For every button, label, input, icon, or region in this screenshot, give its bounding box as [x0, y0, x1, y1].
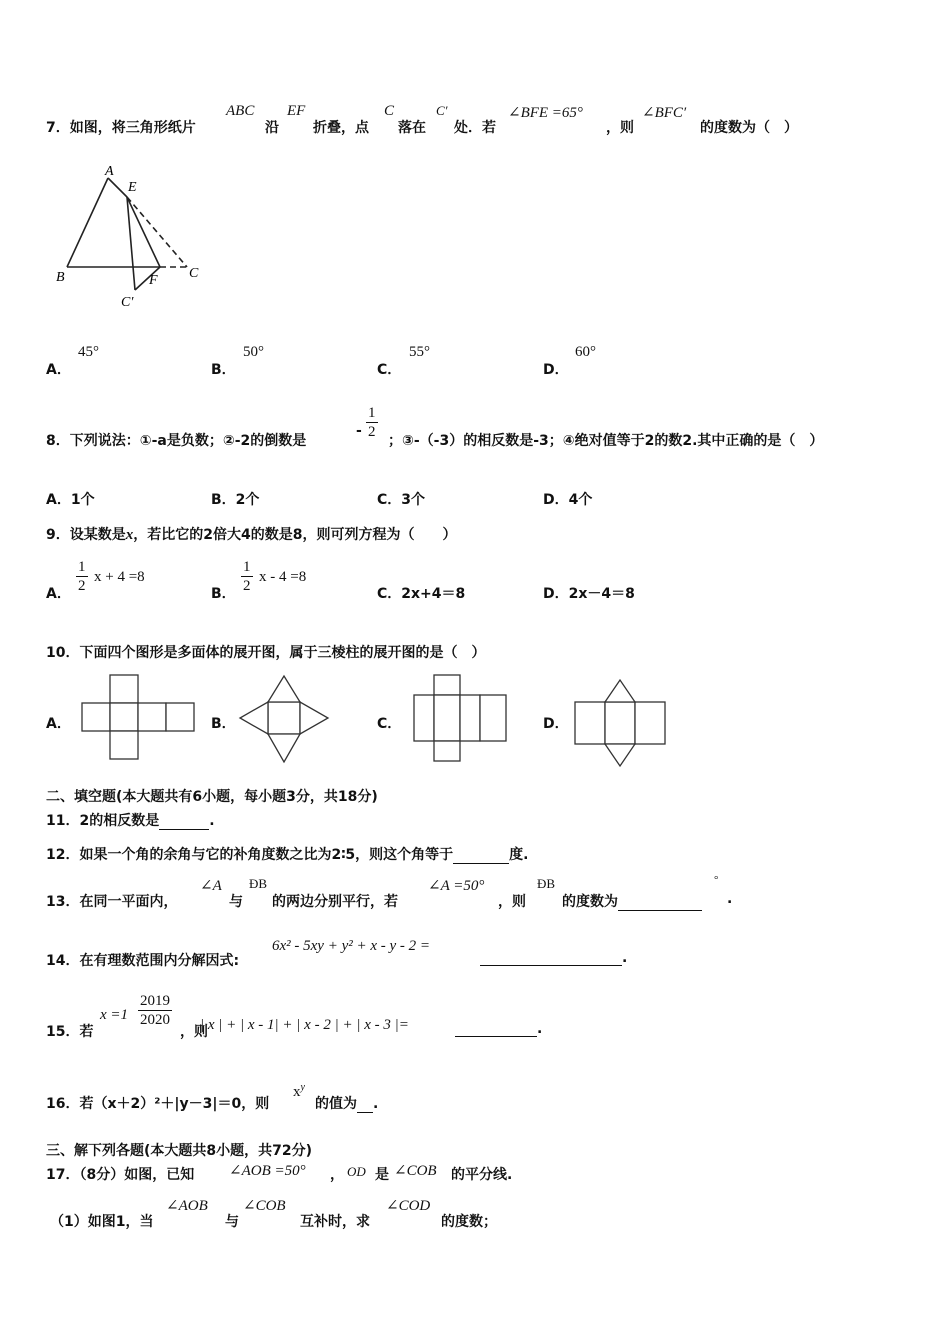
q13-condition: ∠A =50°: [428, 878, 485, 894]
q9-option-a[interactable]: A．: [46, 586, 71, 602]
q9-option-c[interactable]: C．2x+4＝8: [377, 586, 466, 602]
q17-text-1: 17．（8分）如图，已知: [46, 1167, 195, 1183]
q13-end: .: [727, 891, 733, 907]
q8-option-d[interactable]: D．4个: [543, 492, 593, 508]
q13-text-4: ，则: [498, 894, 526, 910]
q13-answer-blank[interactable]: [618, 896, 702, 911]
q15-text-2: ，则: [180, 1024, 208, 1040]
q12: 12．如果一个角的余角与它的补角度数之比为2∶5，则这个角等于 度.: [46, 847, 529, 863]
section-2-heading: 二、填空题(本大题共有6小题，每小题3分，共18分): [46, 789, 378, 805]
q8-option-c[interactable]: C．3个: [377, 492, 426, 508]
q7-text-2: 沿: [265, 120, 279, 136]
q17-text-2: ，: [330, 1167, 344, 1183]
q10-net-d[interactable]: [572, 678, 670, 770]
q10-option-b[interactable]: B．: [211, 716, 236, 732]
q7-triangle-figure: [50, 160, 215, 310]
q7-text-1: 如图，将三角形纸片: [69, 120, 196, 136]
q7-option-b-value: 50°: [243, 344, 264, 360]
q9-option-b[interactable]: B．: [211, 586, 236, 602]
q17-od: OD: [347, 1164, 366, 1179]
q17-text-3: 是: [375, 1167, 389, 1183]
q11: 11．2的相反数是 .: [46, 813, 215, 829]
q14-text-1: 14．在有理数范围内分解因式:: [46, 953, 240, 969]
q14-answer: .: [480, 950, 627, 966]
q17-1-text-1: （1）如图1，当: [50, 1214, 154, 1230]
q9-stem: 9．设某数是x，若比它的2倍大4的数是8，则可列方程为（ ）: [46, 527, 457, 543]
section-3-heading: 三、解下列各题(本大题共8小题，共72分): [46, 1143, 313, 1159]
q7-c: C: [384, 103, 395, 119]
q9-option-a-fraction: $\frac{1}{2}$: [78, 559, 86, 594]
q10-net-a[interactable]: [80, 674, 195, 762]
q15-x-equals: x =1: [100, 1007, 129, 1023]
q7-condition: ∠BFE =65°: [508, 105, 583, 121]
side-ec-dashed: [127, 197, 187, 267]
q17-text-4: 的平分线.: [451, 1167, 513, 1183]
q8-option-b[interactable]: B．2个: [211, 492, 260, 508]
q7-text-3: 折叠，点: [313, 120, 369, 136]
q7-option-d-value: 60°: [575, 344, 596, 360]
label-f: F: [149, 273, 158, 288]
q7-option-a-value: 45°: [78, 344, 99, 360]
q16-text-1: 16．若（x＋2）²＋|y－3|＝0，则: [46, 1096, 270, 1112]
q7-abc: ABC: [226, 103, 255, 119]
q16-x: $x^y$: [293, 1082, 305, 1100]
q13-text-5: 的度数为: [562, 891, 702, 911]
q13-angle-a: ∠A: [200, 878, 222, 894]
q10-option-a[interactable]: A．: [46, 716, 71, 732]
q12-answer-blank[interactable]: [453, 849, 509, 864]
q15-text-1: 15．若: [46, 1024, 94, 1040]
label-c: C: [189, 266, 199, 281]
label-e: E: [128, 180, 137, 195]
q7-text-6: ，则: [606, 120, 634, 136]
q9-option-a-expr: x + 4 =8: [94, 569, 145, 585]
q15-expression: | x | + | x - 1| + | x - 2 | + | x - 3 |=: [200, 1017, 409, 1033]
q7-text-7: 的度数为（ ）: [700, 120, 798, 136]
q17-1-text-4: 的度数；: [441, 1214, 497, 1230]
q15-answer: .: [455, 1021, 542, 1037]
q16-answer-blank[interactable]: [357, 1098, 373, 1113]
q9-option-d[interactable]: D．2x－4＝8: [543, 586, 635, 602]
q10-stem: 10．下面四个图形是多面体的展开图，属于三棱柱的展开图的是（ ）: [46, 645, 486, 661]
q7-cprime: C′: [436, 103, 448, 118]
q8-stem: 8．下列说法：①-a是负数；②-2的倒数是: [46, 433, 307, 449]
q17-1-text-3: 互补时，求: [300, 1214, 370, 1230]
q8-negative-sign: -: [356, 423, 362, 439]
q10-net-b[interactable]: [238, 674, 333, 766]
q10-option-c[interactable]: C．: [377, 716, 402, 732]
q14-answer-blank[interactable]: [480, 951, 622, 966]
q17-1-text-2: 与: [225, 1214, 239, 1230]
q8-option-a[interactable]: A．1个: [46, 492, 95, 508]
q7-option-c-value: 55°: [409, 344, 430, 360]
q9-option-b-fraction: $\frac{1}{2}$: [243, 559, 251, 594]
side-ae: [108, 178, 127, 197]
q15-answer-blank[interactable]: [455, 1022, 537, 1037]
q15-fraction: $\frac{2019}{2020}$: [140, 993, 170, 1028]
q17-cob: ∠COB: [394, 1163, 437, 1179]
q14-expression: 6x² - 5xy + y² + x - y - 2 =: [272, 938, 431, 954]
side-ab: [67, 178, 108, 267]
q13-angle-b: ÐB: [249, 876, 268, 891]
q13-degree: °: [714, 874, 719, 886]
q7-option-a[interactable]: A．: [46, 362, 71, 378]
q7-option-d[interactable]: D．: [543, 362, 569, 378]
q13-angle-b-2: ÐB: [537, 876, 556, 891]
q7-option-b[interactable]: B．: [211, 362, 236, 378]
q7-target: ∠BFC′: [642, 105, 687, 121]
q17-1-cod: ∠COD: [386, 1198, 431, 1214]
q16-text-2: 的值为 .: [315, 1096, 379, 1112]
q7-text-4: 落在: [398, 120, 426, 136]
q7-number: 7．: [46, 120, 70, 136]
q7-option-c[interactable]: C．: [377, 362, 402, 378]
label-b: B: [56, 270, 65, 285]
q10-option-d[interactable]: D．: [543, 716, 569, 732]
q9-option-b-expr: x - 4 =8: [259, 569, 307, 585]
q11-answer-blank[interactable]: [159, 815, 209, 830]
q7-ef: EF: [287, 103, 306, 119]
label-c-prime: C′: [121, 295, 134, 310]
q7-stem: [46, 117, 196, 137]
q13-text-2: 与: [229, 894, 243, 910]
q8-text-2: ；③-（-3）的相反数是-3；④绝对值等于2的数2.其中正确的是（ ）: [388, 433, 824, 449]
q17-1-aob: ∠AOB: [166, 1198, 208, 1214]
q17-1-cob: ∠COB: [243, 1198, 286, 1214]
q8-fraction: $\frac{1}{2}$: [368, 405, 376, 440]
label-a: A: [105, 164, 114, 179]
q17-condition: ∠AOB =50°: [229, 1163, 306, 1179]
q13-text-3: 的两边分别平行，若: [272, 894, 398, 910]
q7-text-5: 处．若: [454, 120, 496, 136]
q13-text-1: 13．在同一平面内，: [46, 894, 178, 910]
q10-net-c[interactable]: [412, 674, 510, 764]
